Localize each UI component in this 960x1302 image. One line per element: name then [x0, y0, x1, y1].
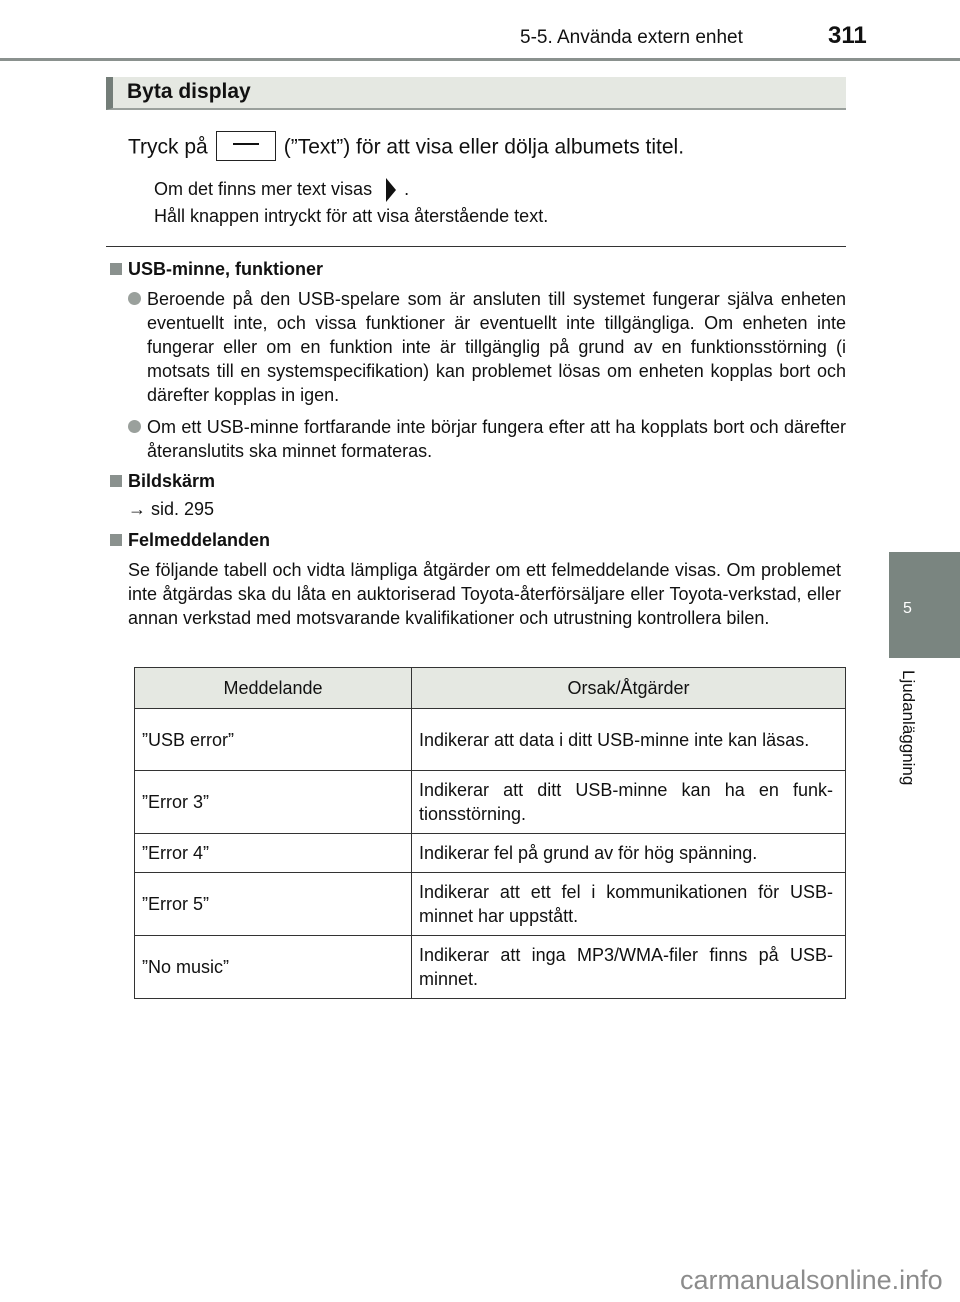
square-bullet-icon [110, 263, 122, 275]
instruction [128, 133, 684, 163]
note-hold: Håll knappen intryckt för att visa återstående text. [154, 206, 549, 226]
error-table [134, 667, 846, 999]
watermark: carmanualsonline.info [680, 1265, 943, 1295]
usb-bullet [147, 287, 846, 407]
instruction-post: (”Text”) för att visa eller dölja albumets titel. [283, 135, 685, 159]
table-row [135, 873, 846, 936]
usb-heading [110, 259, 323, 280]
table-header-row [135, 668, 846, 709]
bullet-text: Beroende på den USB-spelare som är ansluten till systemet fungerar själva enheten eventuellt inte, och vissa funktioner är eventuellt inte tillgängliga. Om enheten inte fungerar eller om en funktion inte är tillgänglig på grund av en funktionsstörning (i motsats till en systemspecifikation) kan problemet lösas om enheten kopplas bort och därefter kopplas in igen. [147, 289, 846, 405]
screen-heading [110, 471, 215, 492]
message-cell: ”No music” [135, 936, 412, 999]
bullet-text: Om ett USB-minne fortfarande inte börjar fungera efter att ha kopplats bort och därefter återanslutits ska minnet formateras. [147, 417, 846, 461]
section-title: Byta display [106, 77, 846, 110]
errors-text: Se följande tabell och vidta lämpliga åtgärder om ett felmeddelande visas. Om problemet inte åtgärdas ska du låta en auktoriserad Toyota-återförsäljare eller Toyota-verkstad, eller annan verkstad med motsvarande kvalifikationer och utrustning kontrollera bilen. [128, 560, 841, 628]
divider [106, 246, 846, 247]
chapter-tab [889, 552, 960, 658]
bullet-dot-icon [128, 292, 141, 305]
action-cell: Indikerar att ditt USB-minne kan ha en funk-tionsstörning. [412, 771, 846, 834]
arrow-right-icon: → [128, 499, 152, 519]
screen-heading-text: Bildskärm [128, 471, 216, 491]
usb-heading-text: USB-minne, funktioner [128, 259, 324, 279]
table-row [135, 936, 846, 999]
message-cell: ”USB error” [135, 709, 412, 771]
errors-heading-text: Felmeddelanden [128, 530, 271, 550]
table-row [135, 771, 846, 834]
bullet-dot-icon [128, 420, 141, 433]
errors-heading [110, 530, 270, 551]
message-cell: ”Error 4” [135, 834, 412, 873]
header-rule [0, 58, 960, 61]
column-header: Meddelande [135, 668, 412, 709]
page-ref-text[interactable]: sid. 295 [151, 499, 215, 519]
table-row [135, 709, 846, 771]
more-arrow-icon [386, 178, 396, 202]
column-header: Orsak/Åtgärder [412, 668, 846, 709]
table-row [135, 834, 846, 873]
page-number: 311 [828, 22, 867, 49]
header-section: 5-5. Använda extern enhet [520, 27, 743, 48]
action-cell: Indikerar att data i ditt USB-minne inte kan läsas. [412, 709, 846, 771]
square-bullet-icon [110, 534, 122, 546]
note-post: . [404, 178, 410, 199]
chapter-title: Ljudanläggning [899, 670, 918, 786]
action-cell: Indikerar att inga MP3/WMA-filer finns på USB-minnet. [412, 936, 846, 999]
text-button-icon [216, 131, 276, 161]
instruction-pre: Tryck på [128, 135, 208, 159]
action-cell: Indikerar fel på grund av för hög spänning. [412, 834, 846, 873]
message-cell: ”Error 3” [135, 771, 412, 834]
action-cell: Indikerar att ett fel i kommunikationen för USB-minnet har uppstått. [412, 873, 846, 936]
usb-bullet [147, 415, 846, 463]
chapter-number: 5 [903, 600, 912, 617]
note-more-text [154, 178, 409, 202]
page-reference[interactable] [128, 499, 214, 520]
note-pre: Om det finns mer text visas [154, 178, 373, 199]
square-bullet-icon [110, 475, 122, 487]
message-cell: ”Error 5” [135, 873, 412, 936]
